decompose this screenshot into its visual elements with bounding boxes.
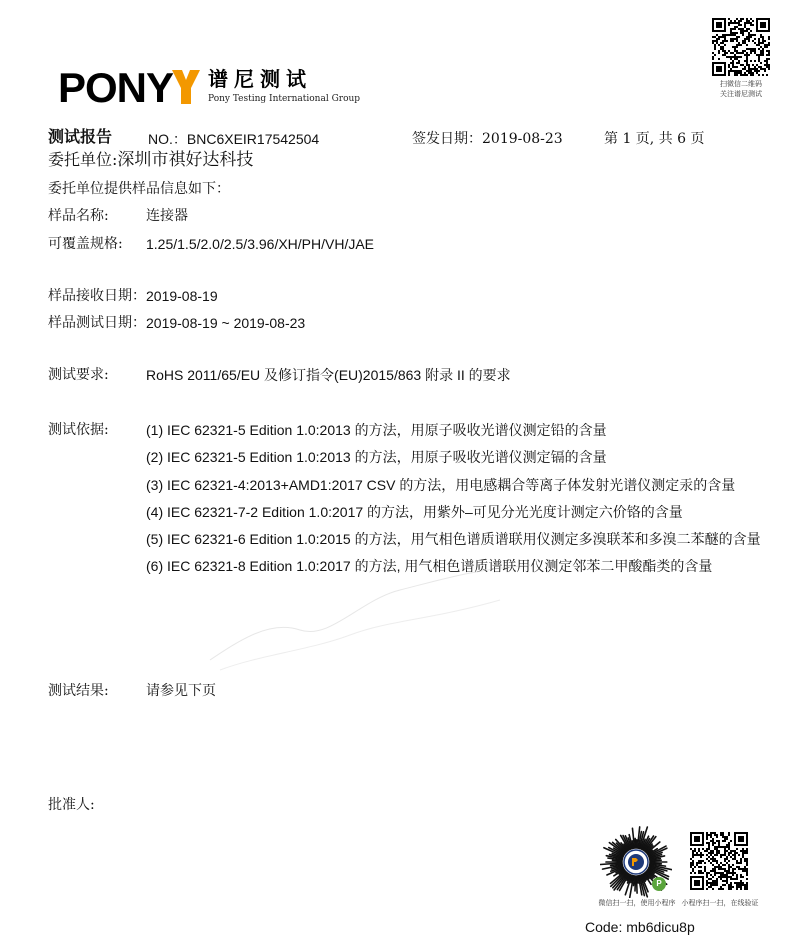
mini-program-badge-text: P bbox=[656, 879, 662, 888]
basis-item: (4) IEC 62321-7-2 Edition 1.0:2017 的方法，用紫外–可见分光光度计测定六价铬的含量 bbox=[146, 504, 683, 520]
report-title: 测试报告 bbox=[48, 129, 113, 146]
qr-caption-scan: 扫微信二维码 bbox=[720, 81, 762, 88]
issue-date: 签发日期：2019-08-23 bbox=[412, 131, 563, 147]
logo-wordmark bbox=[58, 66, 173, 110]
sample-name-label: 样品名称: bbox=[48, 208, 109, 224]
spec-value: 1.25/1.5/2.0/2.5/3.96/XH/PH/VH/JAE bbox=[146, 236, 375, 252]
test-date-label: 样品测试日期： bbox=[48, 315, 146, 331]
page-info: 第 1 页, 共 6 页 bbox=[604, 131, 705, 147]
requirement-label: 测试要求: bbox=[48, 367, 109, 383]
mini-program-badge bbox=[652, 877, 666, 891]
spec-label: 可覆盖规格: bbox=[48, 236, 123, 252]
basis-label: 测试依据: bbox=[48, 422, 109, 438]
logo-en-name: Pony Testing International Group bbox=[208, 94, 361, 104]
logo-word: PONY bbox=[58, 64, 174, 111]
client-row bbox=[48, 150, 253, 170]
basis-item: (6) IEC 62321-8 Edition 1.0:2017 的方法, 用气相色谱质谱联用仪测定邻苯二甲酸酯类的含量 bbox=[146, 558, 713, 574]
verification-code: Code: mb6dicu8p bbox=[585, 919, 695, 935]
result-label: 测试结果: bbox=[48, 683, 109, 699]
test-date-value: 2019-08-19 ~ 2019-08-23 bbox=[146, 315, 306, 331]
verify-caption: 小程序扫一扫，在线验证 bbox=[681, 900, 759, 907]
verify-qr-code bbox=[690, 832, 748, 890]
basis-item: (5) IEC 62321-6 Edition 1.0:2015 的方法，用气相色谱质谱联用仪测定多溴联苯和多溴二苯醚的含量 bbox=[146, 531, 761, 547]
sample-name-value: 连接器 bbox=[146, 208, 188, 224]
wechat-qr-code bbox=[712, 18, 770, 76]
logo-accent-mark bbox=[172, 70, 200, 104]
basis-item: (3) IEC 62321-4:2013+AMD1:2017 CSV 的方法，用电感耦合等离子体发射光谱仪测定汞的含量 bbox=[146, 477, 736, 493]
sample-info-intro: 委托单位提供样品信息如下： bbox=[48, 181, 230, 197]
receive-date-label: 样品接收日期： bbox=[48, 288, 146, 304]
result-value: 请参见下页 bbox=[146, 683, 216, 699]
watermark bbox=[200, 560, 540, 680]
client-value: 深圳市祺好达科技 bbox=[117, 150, 254, 170]
basis-item: (2) IEC 62321-5 Edition 1.0:2013 的方法，用原子吸收光谱仪测定镉的含量 bbox=[146, 449, 607, 465]
basis-item: (1) IEC 62321-5 Edition 1.0:2013 的方法，用原子吸收光谱仪测定铅的含量 bbox=[146, 422, 607, 438]
mini-program-caption: 微信扫一扫，使用小程序 bbox=[598, 900, 676, 907]
receive-date-value: 2019-08-19 bbox=[146, 288, 218, 304]
report-number: NO.：BNC6XEIR17542504 bbox=[148, 131, 320, 147]
qr-caption-follow: 关注谱尼测试 bbox=[720, 91, 762, 98]
approver-label: 批准人: bbox=[48, 797, 95, 813]
requirement-value: RoHS 2011/65/EU 及修订指令(EU)2015/863 附录 II 的要求 bbox=[146, 367, 511, 383]
client-label: 委托单位: bbox=[48, 150, 118, 169]
logo-cn-name: 谱尼测试 bbox=[208, 69, 312, 91]
